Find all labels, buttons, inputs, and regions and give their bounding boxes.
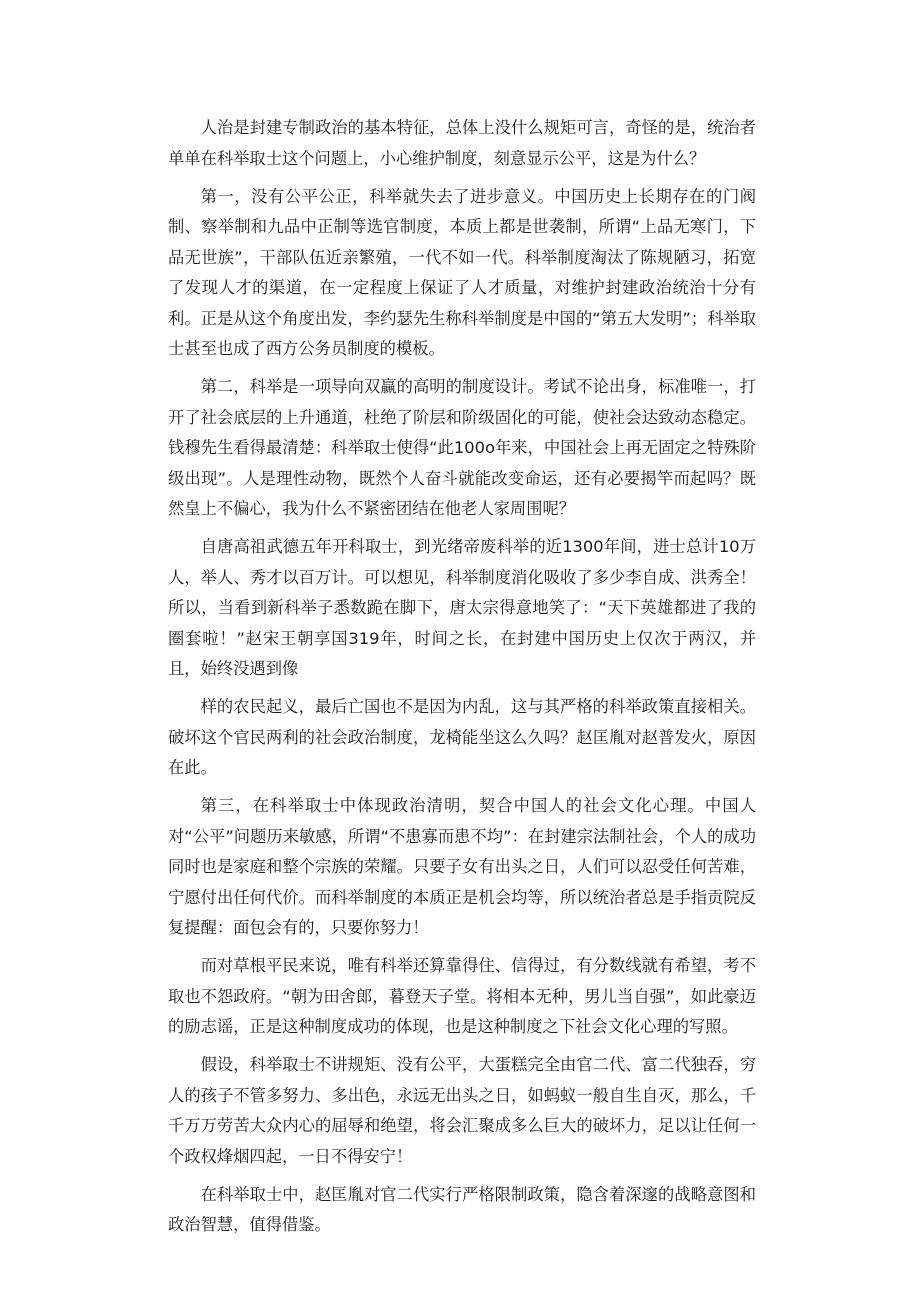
paragraph-hypothesis: 假设，科举取士不讲规矩、没有公平，大蛋糕完全由官二代、富二代独吞，穷人的孩子不管多努力、多出色，永远无出头之日，如蚂蚁一般自生自灭，那么，千千万万劳苦大众内心的屈辱和绝望，将会汇聚成多么巨大的破坏力，足以让任何一个政权烽烟四起，一日不得安宁！ <box>168 1055 756 1166</box>
paragraph-first-point: 第一，没有公平公正，科举就失去了进步意义。中国历史上长期存在的门阀制、察举制和九品中正制等选官制度，本质上都是世袭制，所谓“上品无寒门，下品无世族”，干部队伍近亲繁殖，一代不如一代。科举制度淘汰了陈规陋习，拓宽了发现人才的渠道，在一定程度上保证了人才质量，对维护封建政治统治十分有利。正是从这个角度出发，李约瑟先生称科举制度是中国的“第五大发明”；科举取士甚至也成了西方公务员制度的模板。 <box>168 186 756 358</box>
article-body <box>168 113 756 1248</box>
paragraph-conclusion: 在科举取士中，赵匡胤对官二代实行严格限制政策，隐含着深邃的战略意图和政治智慧，值得借鉴。 <box>168 1184 756 1234</box>
paragraph-second-point: 第二，科举是一项导向双赢的高明的制度设计。考试不论出身，标准唯一，打开了社会底层的上升通道，杜绝了阶层和阶级固化的可能，使社会达致动态稳定。钱穆先生看得最清楚：科举取士使得“此100o年来，中国社会上再无固定之特殊阶级出现”。人是理性动物，既然个人奋斗就能改变命运，还有必要揭竿而起吗？既然皇上不偏心，我为什么不紧密团结在他老人家周围呢？ <box>168 377 756 518</box>
paragraph-history-continued: 样的农民起义，最后亡国也不是因为内乱，这与其严格的科举政策直接相关。破坏这个官民两利的社会政治制度，龙椅能坐这么久吗？赵匡胤对赵普发火，原因在此。 <box>168 697 756 777</box>
paragraph-third-point: 第三，在科举取士中体现政治清明，契合中国人的社会文化心理。中国人对“公平”问题历来敏感，所谓“不患寡而患不均”：在封建宗法制社会，个人的成功同时也是家庭和整个宗族的荣耀。只要子女有出头之日，人们可以忍受任何苦难，宁愿付出任何代价。而科举制度的本质正是机会均等，所以统治者总是手指贡院反复提醒：面包会有的，只要你努力！ <box>168 796 756 937</box>
paragraph-grassroots: 而对草根平民来说，唯有科举还算靠得住、信得过，有分数线就有希望，考不取也不怨政府。“朝为田舍郎，暮登天子堂。将相本无种，男儿当自强”，如此豪迈的励志谣，正是这种制度成功的体现，也是这种制度之下社会文化心理的写照。 <box>168 956 756 1036</box>
paragraph-intro-question: 人治是封建专制政治的基本特征，总体上没什么规矩可言，奇怪的是，统治者单单在科举取士这个问题上，小心维护制度，刻意显示公平，这是为什么？ <box>168 118 756 168</box>
paragraph-history-stats: 自唐高祖武德五年开科取士，到光绪帝废科举的近1300年间，进士总计10万人，举人、秀才以百万计。可以想见，科举制度消化吸收了多少李自成、洪秀全！所以，当看到新科举子悉数跪在脚下，唐太宗得意地笑了：“天下英雄都进了我的圈套啦！”赵宋王朝享国319年，时间之长，在封建中国历史上仅次于两汉，并且，始终没遇到像 <box>168 537 756 678</box>
